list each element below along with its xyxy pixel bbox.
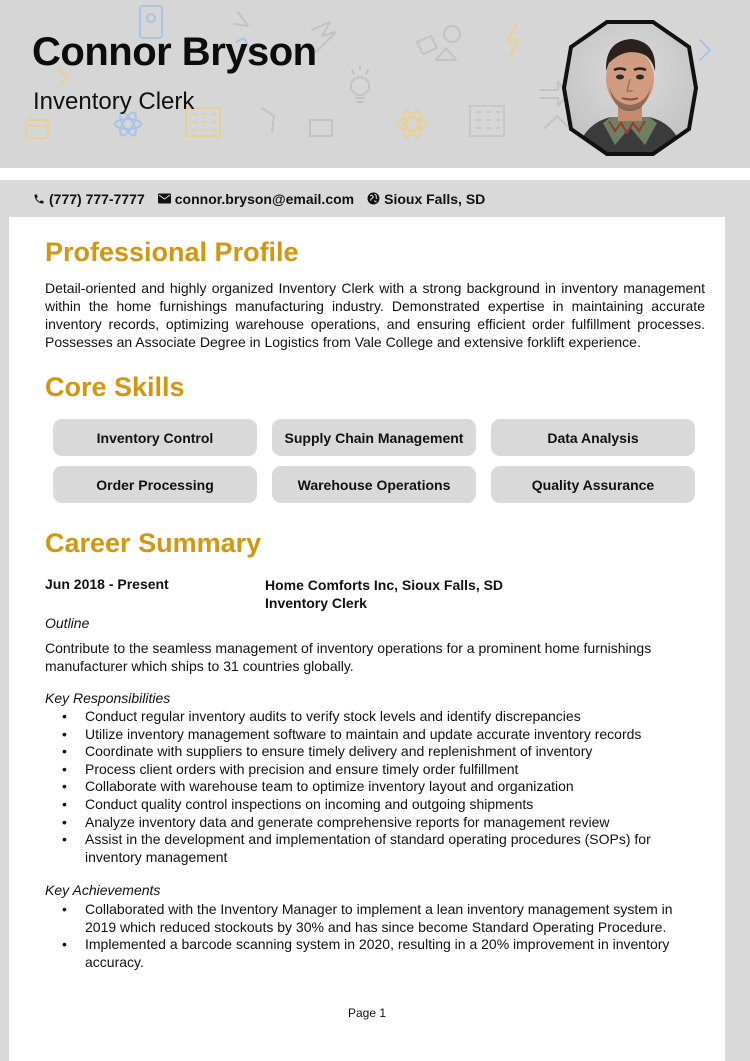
job-employer [265,576,503,612]
skill-chip: Supply Chain Management [272,419,476,456]
phone-text: (777) 777-7777 [49,190,145,207]
list-item: • Conduct regular inventory audits to verify stock levels and identify discrepancies [45,708,705,726]
skill-chip: Inventory Control [53,419,257,456]
contact-bar [0,180,750,217]
job-company: Home Comforts Inc, Sioux Falls, SD [265,577,504,593]
list-item: • Process client orders with precision and ensure timely order fulfillment [45,761,705,779]
list-item: • Assist in the development and implementation of standard operating procedures (SOPs) for inventory management [45,831,705,866]
globe-icon [367,192,380,205]
envelope-icon [158,193,171,204]
job-position: Inventory Clerk [265,595,367,611]
career-heading: Career Summary [45,528,262,558]
outline-text: Contribute to the seamless management of inventory operations for a prominent home furnishings manufacturer which ships to 31 countries globally. [45,640,652,674]
list-item: • Coordinate with suppliers to ensure timely delivery and replenishment of inventory [45,743,705,761]
skills-grid [53,419,697,503]
phone-icon [33,193,45,205]
list-item: • Analyze inventory data and generate comprehensive reports for management review [45,814,705,832]
skill-chip: Data Analysis [491,419,695,456]
achievements-label: Key Achievements [45,882,161,898]
profile-heading: Professional Profile [45,237,299,267]
skills-heading: Core Skills [45,372,185,402]
candidate-name: Connor Bryson [32,30,317,74]
responsibilities-label: Key Responsibilities [45,690,171,706]
list-item: • Conduct quality control inspections on incoming and outgoing shipments [45,796,705,814]
list-item: • Utilize inventory management software to maintain and update accurate inventory records [45,726,705,744]
contact-phone[interactable] [33,191,145,207]
outline-label: Outline [45,615,90,631]
resume-header [0,0,750,168]
candidate-title: Inventory Clerk [33,88,195,115]
job-dates: Jun 2018 - Present [45,576,169,592]
profile-photo [561,19,699,157]
skill-chip: Quality Assurance [491,466,695,503]
resume-body [9,217,725,1061]
contact-email[interactable] [158,191,354,207]
list-item: • Collaborated with the Inventory Manager to implement a lean inventory management system in 2019 which reduced stockouts by 30% and has since become Standard Operating Procedure. [45,901,705,936]
skill-chip: Order Processing [53,466,257,503]
responsibilities-list [45,708,705,866]
header-divider [0,168,750,180]
location-text: Sioux Falls, SD [384,190,486,207]
skill-chip: Warehouse Operations [272,466,476,503]
contact-location [367,191,485,207]
list-item: • Collaborate with warehouse team to optimize inventory layout and organization [45,778,705,796]
email-text: connor.bryson@email.com [174,190,355,207]
list-item: • Implemented a barcode scanning system in 2020, resulting in a 20% improvement in inventory accuracy. [45,936,705,971]
profile-text: Detail-oriented and highly organized Inventory Clerk with a strong background in inventory management within the home furnishings manufacturing industry. Demonstrated expertise in maintaining accurate inventory records, optimizing warehouse operations, and ensuring efficient order fulfillment processes. Possesses an Associate Degree in Logistics from Vale College and extensive forklift experience. [45,280,705,350]
achievements-list [45,901,705,971]
page-number: Page 1 [347,1006,387,1020]
